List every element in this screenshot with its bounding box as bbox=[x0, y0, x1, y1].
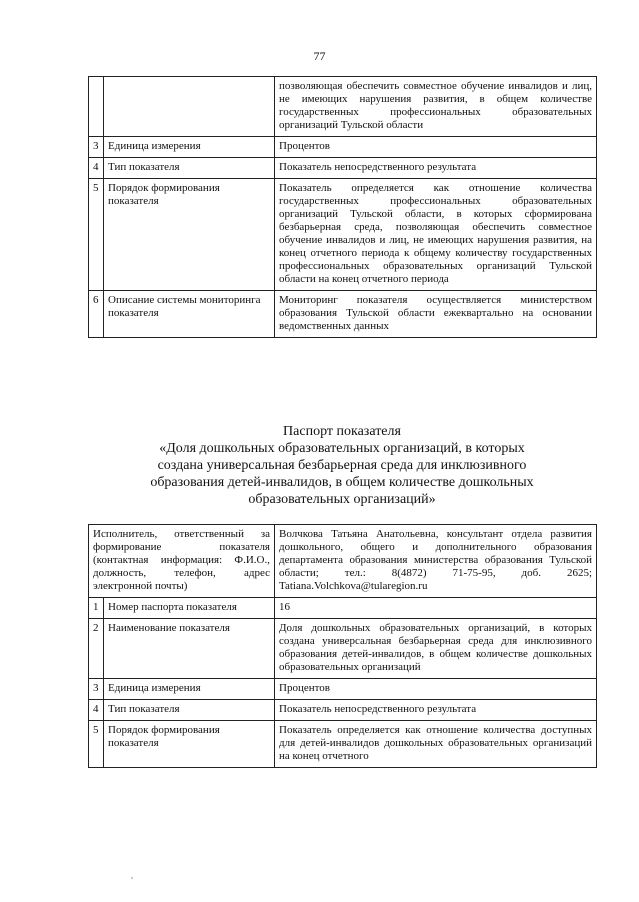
scan-speck bbox=[131, 877, 133, 879]
row-number-cell: 4 bbox=[89, 700, 104, 721]
row-value-cell: позволяющая обеспечить совместное обучение инвалидов и лиц, не имеющих нарушения развития, в общем количестве государственных профессиональных образовательных организаций Тульской области bbox=[275, 77, 597, 137]
table-row bbox=[89, 598, 597, 619]
row-value-cell: Процентов bbox=[275, 137, 597, 158]
row-value-cell: Доля дошкольных образовательных организаций, в которых создана универсальная безбарьерная среда для инклюзивного образования детей-инвалидов, в общем количестве дошкольных образовательных организаций bbox=[275, 619, 597, 679]
row-number-cell: 6 bbox=[89, 291, 104, 338]
table-row bbox=[89, 137, 597, 158]
row-label-cell: Тип показателя bbox=[104, 158, 275, 179]
table-row bbox=[89, 158, 597, 179]
row-label-cell: Порядок формирования показателя bbox=[104, 721, 275, 768]
row-value-cell: Показатель непосредственного результата bbox=[275, 158, 597, 179]
row-number-cell: 2 bbox=[89, 619, 104, 679]
row-number-cell bbox=[89, 77, 104, 137]
executor-row bbox=[89, 525, 597, 598]
table-row bbox=[89, 721, 597, 768]
row-number-cell: 5 bbox=[89, 721, 104, 768]
table-row bbox=[89, 700, 597, 721]
row-number-cell: 3 bbox=[89, 679, 104, 700]
row-number-cell: 4 bbox=[89, 158, 104, 179]
row-label-cell: Единица измерения bbox=[104, 679, 275, 700]
executor-label-cell: Исполнитель, ответственный за формирование показателя (контактная информация: Ф.И.О., должность, телефон, адрес электронной почты) bbox=[89, 525, 275, 598]
passport-title-line: образовательных организаций» bbox=[248, 492, 436, 507]
row-value-cell: Показатель непосредственного результата bbox=[275, 700, 597, 721]
indicator-table-continued bbox=[88, 76, 597, 338]
table-row bbox=[89, 619, 597, 679]
passport-title-block bbox=[88, 423, 596, 508]
passport-title-line: «Доля дошкольных образовательных организаций, в которых bbox=[159, 441, 525, 456]
passport-title-line: создана универсальная безбарьерная среда для инклюзивного bbox=[157, 458, 527, 473]
row-value-cell: Мониторинг показателя осуществляется министерством образования Тульской области ежеквартально на основании ведомственных данных bbox=[275, 291, 597, 338]
table-row bbox=[89, 77, 597, 137]
row-label-cell: Наименование показателя bbox=[104, 619, 275, 679]
row-label-cell: Номер паспорта показателя bbox=[104, 598, 275, 619]
passport-title-line: образования детей-инвалидов, в общем количестве дошкольных bbox=[150, 475, 534, 490]
indicator-passport-table bbox=[88, 524, 597, 768]
row-label-cell: Единица измерения bbox=[104, 137, 275, 158]
table-row bbox=[89, 679, 597, 700]
passport-heading: Паспорт показателя bbox=[283, 424, 401, 439]
row-label-cell: Тип показателя bbox=[104, 700, 275, 721]
row-value-cell: 16 bbox=[275, 598, 597, 619]
executor-value-cell: Волчкова Татьяна Анатольевна, консультант отдела развития дошкольного, общего и дополнительного образования департамента образования министерства образования Тульской области; тел.: 8(4872) 71-75-95, доб. 2625; Tatiana.Volchkova@tularegion.ru bbox=[275, 525, 597, 598]
row-number-cell: 1 bbox=[89, 598, 104, 619]
row-number-cell: 5 bbox=[89, 179, 104, 291]
page-number: 77 bbox=[313, 49, 326, 63]
row-number-cell: 3 bbox=[89, 137, 104, 158]
row-value-cell: Процентов bbox=[275, 679, 597, 700]
row-value-cell: Показатель определяется как отношение количества доступных для детей-инвалидов дошкольных образовательных организаций на конец отчетного bbox=[275, 721, 597, 768]
row-label-cell: Описание системы мониторинга показателя bbox=[104, 291, 275, 338]
row-label-cell bbox=[104, 77, 275, 137]
table-row bbox=[89, 291, 597, 338]
table-row bbox=[89, 179, 597, 291]
row-value-cell: Показатель определяется как отношение количества государственных профессиональных образовательных организаций Тульской области, в которых сформирована безбарьерная среда, позволяющая обеспечить совместное обучение инвалидов и лиц, не имеющих нарушения развития, на конец отчетного периода к общему количеству государственных профессиональных образовательных организаций Тульской области на конец отчетного периода bbox=[275, 179, 597, 291]
row-label-cell: Порядок формирования показателя bbox=[104, 179, 275, 291]
